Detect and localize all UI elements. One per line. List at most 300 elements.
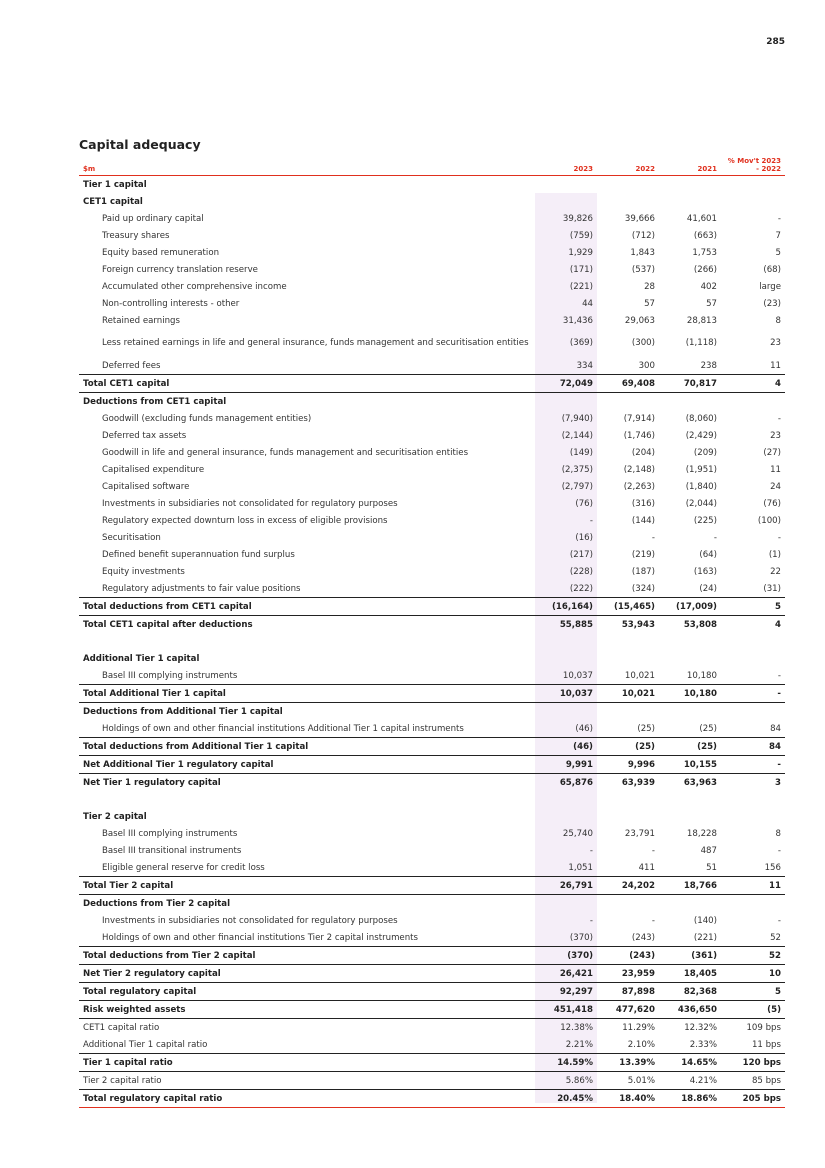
value-movement: (100) bbox=[757, 515, 781, 526]
value-2022: 23,959 bbox=[597, 965, 659, 983]
row-label: CET1 capital bbox=[83, 196, 143, 207]
table-row bbox=[79, 1090, 785, 1108]
row-label: Total Tier 2 capital bbox=[79, 877, 535, 895]
row-label: Total CET1 capital bbox=[79, 375, 535, 393]
value-movement: 11 bbox=[721, 877, 785, 895]
value-2021: (25) bbox=[699, 723, 717, 734]
table-row bbox=[79, 912, 785, 929]
header-units: $m bbox=[79, 157, 535, 176]
value-movement: 11 bps bbox=[751, 1039, 781, 1050]
row-label: Tier 2 capital ratio bbox=[79, 1072, 535, 1090]
value-movement: 120 bps bbox=[721, 1054, 785, 1072]
value-2021: (266) bbox=[693, 264, 717, 275]
value-2021: 10,155 bbox=[659, 756, 721, 774]
table-row bbox=[79, 461, 785, 478]
table-row bbox=[79, 965, 785, 983]
value-2023: (46) bbox=[535, 738, 597, 756]
row-label: Net Tier 1 regulatory capital bbox=[79, 774, 535, 792]
table-row bbox=[79, 720, 785, 738]
value-movement: 3 bbox=[721, 774, 785, 792]
value-2021: 57 bbox=[706, 298, 717, 309]
value-2022: (25) bbox=[597, 738, 659, 756]
table-row bbox=[79, 278, 785, 295]
table-header-row bbox=[79, 157, 785, 176]
value-2023: (370) bbox=[535, 947, 597, 965]
row-label: Capitalised expenditure bbox=[102, 464, 205, 475]
value-2022: (537) bbox=[631, 264, 655, 275]
row-label: Tier 2 capital bbox=[83, 811, 147, 822]
value-movement: 156 bbox=[764, 862, 781, 873]
value-2022: 29,063 bbox=[624, 315, 655, 326]
value-2023: 20.45% bbox=[535, 1090, 597, 1108]
value-2023: (759) bbox=[569, 230, 593, 241]
value-2023: 451,418 bbox=[535, 1001, 597, 1019]
value-movement: 5 bbox=[721, 983, 785, 1001]
value-movement: 5 bbox=[775, 247, 781, 258]
table-row bbox=[79, 261, 785, 278]
value-2023: 31,436 bbox=[562, 315, 593, 326]
value-2022: (144) bbox=[631, 515, 655, 526]
value-2023: (2,797) bbox=[561, 481, 593, 492]
table-row bbox=[79, 546, 785, 563]
value-2023: (222) bbox=[569, 583, 593, 594]
table-row bbox=[79, 580, 785, 598]
value-movement: 205 bps bbox=[721, 1090, 785, 1108]
value-movement: 23 bbox=[770, 430, 781, 441]
value-2023: 26,791 bbox=[535, 877, 597, 895]
row-label: Net Tier 2 regulatory capital bbox=[79, 965, 535, 983]
value-2023: (217) bbox=[569, 549, 593, 560]
table-row bbox=[79, 329, 785, 357]
value-2021: (221) bbox=[693, 932, 717, 943]
table-row bbox=[79, 427, 785, 444]
value-movement: 11 bbox=[770, 464, 781, 475]
value-2023: 65,876 bbox=[535, 774, 597, 792]
row-label: Deductions from Tier 2 capital bbox=[79, 895, 535, 913]
value-2022: (712) bbox=[631, 230, 655, 241]
value-2022: 87,898 bbox=[597, 983, 659, 1001]
value-2023: - bbox=[589, 845, 593, 856]
value-movement: 10 bbox=[721, 965, 785, 983]
table-row bbox=[79, 859, 785, 877]
header-movement: % Mov't 2023 - 2022 bbox=[721, 157, 785, 176]
value-2021: 10,180 bbox=[659, 685, 721, 703]
value-2022 bbox=[597, 650, 659, 667]
value-2022: 69,408 bbox=[597, 375, 659, 393]
value-movement: 8 bbox=[775, 828, 781, 839]
value-movement bbox=[721, 703, 785, 721]
value-2022: (324) bbox=[631, 583, 655, 594]
row-label: Basel III complying instruments bbox=[102, 828, 238, 839]
table-row bbox=[79, 375, 785, 393]
header-2022: 2022 bbox=[597, 157, 659, 176]
table-row bbox=[79, 825, 785, 842]
table-row bbox=[79, 512, 785, 529]
table-row bbox=[79, 210, 785, 227]
value-movement: (27) bbox=[763, 447, 781, 458]
value-movement: (76) bbox=[763, 498, 781, 509]
value-movement: 7 bbox=[775, 230, 781, 241]
header-2021: 2021 bbox=[659, 157, 721, 176]
table-row bbox=[79, 738, 785, 756]
value-2022: 57 bbox=[644, 298, 655, 309]
table-row bbox=[79, 598, 785, 616]
value-2023: 10,037 bbox=[562, 670, 593, 681]
value-2022: (316) bbox=[631, 498, 655, 509]
row-label: Goodwill in life and general insurance, funds management and securitisation entities bbox=[102, 447, 469, 458]
value-2022: - bbox=[651, 915, 655, 926]
value-2022 bbox=[597, 808, 659, 825]
row-label: Risk weighted assets bbox=[79, 1001, 535, 1019]
value-2023: (149) bbox=[569, 447, 593, 458]
value-2021: 238 bbox=[700, 360, 717, 371]
value-2023: 10,037 bbox=[535, 685, 597, 703]
value-2021: 53,808 bbox=[659, 616, 721, 634]
value-2022: 9,996 bbox=[597, 756, 659, 774]
value-2021: 63,963 bbox=[659, 774, 721, 792]
value-movement: - bbox=[777, 845, 781, 856]
value-2022: (187) bbox=[631, 566, 655, 577]
value-movement: (23) bbox=[763, 298, 781, 309]
row-label: Regulatory adjustments to fair value positions bbox=[102, 583, 301, 594]
value-2022: 53,943 bbox=[597, 616, 659, 634]
value-movement: (68) bbox=[763, 264, 781, 275]
value-2021: 28,813 bbox=[686, 315, 717, 326]
table-row bbox=[79, 410, 785, 427]
value-2022: (25) bbox=[637, 723, 655, 734]
row-label: Basel III complying instruments bbox=[102, 670, 238, 681]
table-row bbox=[79, 495, 785, 512]
value-movement bbox=[721, 393, 785, 411]
value-2022: (219) bbox=[631, 549, 655, 560]
table-row bbox=[79, 295, 785, 312]
row-label: Capitalised software bbox=[102, 481, 190, 492]
header-2023: 2023 bbox=[535, 157, 597, 176]
value-2021: (1,840) bbox=[685, 481, 717, 492]
value-2021: - bbox=[713, 532, 717, 543]
table-row bbox=[79, 1019, 785, 1037]
value-2022: 411 bbox=[638, 862, 655, 873]
row-label: Deferred tax assets bbox=[102, 430, 187, 441]
table-row bbox=[79, 650, 785, 667]
value-movement: (5) bbox=[721, 1001, 785, 1019]
value-2023: 5.86% bbox=[535, 1072, 597, 1090]
table-row bbox=[79, 1036, 785, 1054]
value-2023: 55,885 bbox=[535, 616, 597, 634]
table-row bbox=[79, 947, 785, 965]
value-2023 bbox=[535, 650, 597, 667]
table-row bbox=[79, 703, 785, 721]
value-movement: large bbox=[759, 281, 781, 292]
table-row bbox=[79, 529, 785, 546]
value-2023: 1,051 bbox=[568, 862, 593, 873]
row-label: Defined benefit superannuation fund surplus bbox=[102, 549, 295, 560]
value-movement: - bbox=[777, 532, 781, 543]
value-2023: (369) bbox=[569, 338, 593, 348]
value-movement: 11 bbox=[770, 360, 781, 371]
row-label: Total regulatory capital bbox=[79, 983, 535, 1001]
value-2022 bbox=[597, 703, 659, 721]
value-2023: (370) bbox=[569, 932, 593, 943]
value-2021 bbox=[659, 193, 721, 210]
value-2021 bbox=[659, 808, 721, 825]
value-movement bbox=[721, 650, 785, 667]
value-2021 bbox=[659, 650, 721, 667]
value-2023: 26,421 bbox=[535, 965, 597, 983]
value-movement: (1) bbox=[768, 549, 781, 560]
table-row bbox=[79, 774, 785, 792]
value-2023: (221) bbox=[569, 281, 593, 292]
table-row bbox=[79, 393, 785, 411]
value-2021 bbox=[659, 895, 721, 913]
value-2021: 487 bbox=[700, 845, 717, 856]
value-2023: 334 bbox=[576, 360, 593, 371]
value-2021: (163) bbox=[693, 566, 717, 577]
value-movement: 4 bbox=[721, 616, 785, 634]
table-row bbox=[79, 563, 785, 580]
value-2021 bbox=[659, 393, 721, 411]
row-label: CET1 capital ratio bbox=[79, 1019, 535, 1037]
row-label: Retained earnings bbox=[102, 315, 180, 326]
value-2022: 477,620 bbox=[597, 1001, 659, 1019]
value-2023: (16,164) bbox=[535, 598, 597, 616]
value-2022: 24,202 bbox=[597, 877, 659, 895]
table-row bbox=[79, 756, 785, 774]
table-row bbox=[79, 193, 785, 210]
page-title: Capital adequacy bbox=[79, 137, 201, 152]
value-2021: (361) bbox=[659, 947, 721, 965]
value-2023: (228) bbox=[569, 566, 593, 577]
value-2023: (2,375) bbox=[561, 464, 593, 475]
value-movement: 84 bbox=[770, 723, 781, 734]
value-2022: 28 bbox=[644, 281, 655, 292]
value-2023: (76) bbox=[575, 498, 593, 509]
value-2021: (663) bbox=[693, 230, 717, 241]
value-2023 bbox=[535, 193, 597, 210]
value-2023: (46) bbox=[575, 723, 593, 734]
value-2022: 13.39% bbox=[597, 1054, 659, 1072]
value-movement: - bbox=[777, 670, 781, 681]
value-2023: 39,826 bbox=[562, 213, 593, 224]
value-2021: 18,228 bbox=[686, 828, 717, 839]
value-2021: (64) bbox=[699, 549, 717, 560]
value-2021: (2,429) bbox=[685, 430, 717, 441]
value-2022 bbox=[597, 193, 659, 210]
row-label: Additional Tier 1 capital bbox=[83, 653, 200, 664]
row-label: Deductions from CET1 capital bbox=[79, 393, 535, 411]
value-2022: (204) bbox=[631, 447, 655, 458]
value-2022: - bbox=[651, 532, 655, 543]
table-row bbox=[79, 312, 785, 329]
value-2021 bbox=[659, 176, 721, 194]
row-label: Equity based remuneration bbox=[102, 247, 220, 258]
value-2022: 23,791 bbox=[624, 828, 655, 839]
value-2021: 82,368 bbox=[659, 983, 721, 1001]
value-movement: 109 bps bbox=[721, 1019, 785, 1037]
row-label: Additional Tier 1 capital ratio bbox=[83, 1039, 208, 1050]
row-label: Investments in subsidiaries not consolidated for regulatory purposes bbox=[102, 915, 398, 926]
value-2022: (2,148) bbox=[623, 464, 655, 475]
value-2021: (209) bbox=[693, 447, 717, 458]
value-2023: (7,940) bbox=[561, 413, 593, 424]
row-label: Holdings of own and other financial institutions Additional Tier 1 capital instruments bbox=[102, 723, 464, 734]
value-2023: 44 bbox=[582, 298, 593, 309]
row-label: Eligible general reserve for credit loss bbox=[102, 862, 265, 873]
value-2023: 12.38% bbox=[535, 1019, 597, 1037]
row-label: Regulatory expected downturn loss in excess of eligible provisions bbox=[102, 515, 388, 526]
row-label: Less retained earnings in life and general insurance, funds management and securitisation entities bbox=[102, 337, 529, 348]
value-2021: 402 bbox=[700, 281, 717, 292]
value-2021 bbox=[659, 703, 721, 721]
table-row bbox=[79, 478, 785, 495]
row-label: Basel III transitional instruments bbox=[102, 845, 242, 856]
value-2022: (243) bbox=[631, 932, 655, 943]
value-movement: (31) bbox=[763, 583, 781, 594]
value-2022: (2,263) bbox=[623, 481, 655, 492]
value-2021: 10,180 bbox=[686, 670, 717, 681]
value-2023: - bbox=[589, 515, 593, 526]
value-2022: 63,939 bbox=[597, 774, 659, 792]
row-label: Treasury shares bbox=[102, 230, 170, 241]
row-label: Accumulated other comprehensive income bbox=[102, 281, 287, 292]
value-2022: 10,021 bbox=[624, 670, 655, 681]
value-movement: 23 bbox=[770, 338, 781, 348]
value-movement: 5 bbox=[721, 598, 785, 616]
table-row bbox=[79, 983, 785, 1001]
value-movement: 22 bbox=[770, 566, 781, 577]
row-label: Total deductions from CET1 capital bbox=[79, 598, 535, 616]
value-2022: 11.29% bbox=[597, 1019, 659, 1037]
row-label: Deferred fees bbox=[102, 360, 161, 371]
row-label: Deductions from Additional Tier 1 capital bbox=[79, 703, 535, 721]
value-2021: 18,405 bbox=[659, 965, 721, 983]
value-2022: (1,746) bbox=[623, 430, 655, 441]
table-row bbox=[79, 808, 785, 825]
value-2021: 18.86% bbox=[659, 1090, 721, 1108]
table-row bbox=[79, 1054, 785, 1072]
value-movement: 85 bps bbox=[721, 1072, 785, 1090]
table-row bbox=[79, 685, 785, 703]
value-2022: (243) bbox=[597, 947, 659, 965]
value-2023: 92,297 bbox=[535, 983, 597, 1001]
value-2022: 10,021 bbox=[597, 685, 659, 703]
value-2023 bbox=[535, 808, 597, 825]
row-label: Securitisation bbox=[102, 532, 161, 543]
value-movement bbox=[721, 895, 785, 913]
value-movement bbox=[721, 808, 785, 825]
value-movement: 52 bbox=[721, 947, 785, 965]
table-row bbox=[79, 1001, 785, 1019]
value-movement: 84 bbox=[721, 738, 785, 756]
value-2023: (2,144) bbox=[561, 430, 593, 441]
value-movement bbox=[721, 176, 785, 194]
value-2023 bbox=[535, 176, 597, 194]
table-row bbox=[79, 667, 785, 685]
row-label: Equity investments bbox=[102, 566, 185, 577]
value-2022: 39,666 bbox=[624, 213, 655, 224]
value-2021: (1,118) bbox=[685, 338, 717, 348]
value-2021: (225) bbox=[693, 515, 717, 526]
row-label: Goodwill (excluding funds management entities) bbox=[102, 413, 312, 424]
value-2023: 14.59% bbox=[535, 1054, 597, 1072]
value-2023 bbox=[535, 703, 597, 721]
value-2021: 70,817 bbox=[659, 375, 721, 393]
table-row bbox=[79, 357, 785, 375]
value-2021: (25) bbox=[659, 738, 721, 756]
capital-adequacy-table bbox=[79, 157, 785, 1108]
value-movement: 24 bbox=[770, 481, 781, 492]
value-movement: - bbox=[721, 685, 785, 703]
value-2021: 2.33% bbox=[689, 1039, 717, 1050]
value-2021: 41,601 bbox=[686, 213, 717, 224]
value-2023 bbox=[535, 895, 597, 913]
value-2021: 436,650 bbox=[659, 1001, 721, 1019]
row-label: Investments in subsidiaries not consolidated for regulatory purposes bbox=[102, 498, 398, 509]
value-2023: 72,049 bbox=[535, 375, 597, 393]
value-2022: 300 bbox=[638, 360, 655, 371]
row-label: Holdings of own and other financial institutions Tier 2 capital instruments bbox=[102, 932, 419, 943]
spacer-row bbox=[79, 791, 785, 808]
row-label: Total regulatory capital ratio bbox=[79, 1090, 535, 1108]
value-2022: 1,843 bbox=[630, 247, 655, 258]
row-label: Total deductions from Tier 2 capital bbox=[79, 947, 535, 965]
value-movement: - bbox=[777, 915, 781, 926]
value-movement: - bbox=[777, 213, 781, 224]
value-movement: - bbox=[777, 413, 781, 424]
value-2021: 18,766 bbox=[659, 877, 721, 895]
value-2022: 2.10% bbox=[627, 1039, 655, 1050]
value-2023: 9,991 bbox=[535, 756, 597, 774]
value-movement: 4 bbox=[721, 375, 785, 393]
value-movement: 8 bbox=[775, 315, 781, 326]
value-2022 bbox=[597, 393, 659, 411]
table-row bbox=[79, 842, 785, 859]
value-2023: (171) bbox=[569, 264, 593, 275]
row-label: Total Additional Tier 1 capital bbox=[79, 685, 535, 703]
value-2021: 51 bbox=[706, 862, 717, 873]
value-2023: 25,740 bbox=[562, 828, 593, 839]
page-number: 285 bbox=[766, 37, 785, 47]
value-2022: - bbox=[651, 845, 655, 856]
value-2023: - bbox=[589, 915, 593, 926]
value-movement bbox=[721, 193, 785, 210]
row-label: Tier 1 capital ratio bbox=[79, 1054, 535, 1072]
value-movement: 52 bbox=[770, 932, 781, 943]
row-label: Total CET1 capital after deductions bbox=[79, 616, 535, 634]
row-label: Non-controlling interests - other bbox=[102, 298, 240, 309]
value-2022: (7,914) bbox=[623, 413, 655, 424]
value-2022: (15,465) bbox=[597, 598, 659, 616]
value-2021: 12.32% bbox=[659, 1019, 721, 1037]
value-2021: 1,753 bbox=[692, 247, 717, 258]
table-row bbox=[79, 877, 785, 895]
value-2023: 2.21% bbox=[565, 1039, 593, 1050]
value-2023 bbox=[535, 393, 597, 411]
table-row bbox=[79, 244, 785, 261]
row-label: Total deductions from Additional Tier 1 capital bbox=[79, 738, 535, 756]
table-row bbox=[79, 176, 785, 194]
value-2022 bbox=[597, 176, 659, 194]
value-2021: (2,044) bbox=[685, 498, 717, 509]
table-row bbox=[79, 444, 785, 461]
value-movement: - bbox=[721, 756, 785, 774]
spacer-row bbox=[79, 633, 785, 650]
value-2021: (8,060) bbox=[685, 413, 717, 424]
table-row bbox=[79, 616, 785, 634]
value-2021: (24) bbox=[699, 583, 717, 594]
value-2023: (16) bbox=[575, 532, 593, 543]
value-2022: 5.01% bbox=[597, 1072, 659, 1090]
